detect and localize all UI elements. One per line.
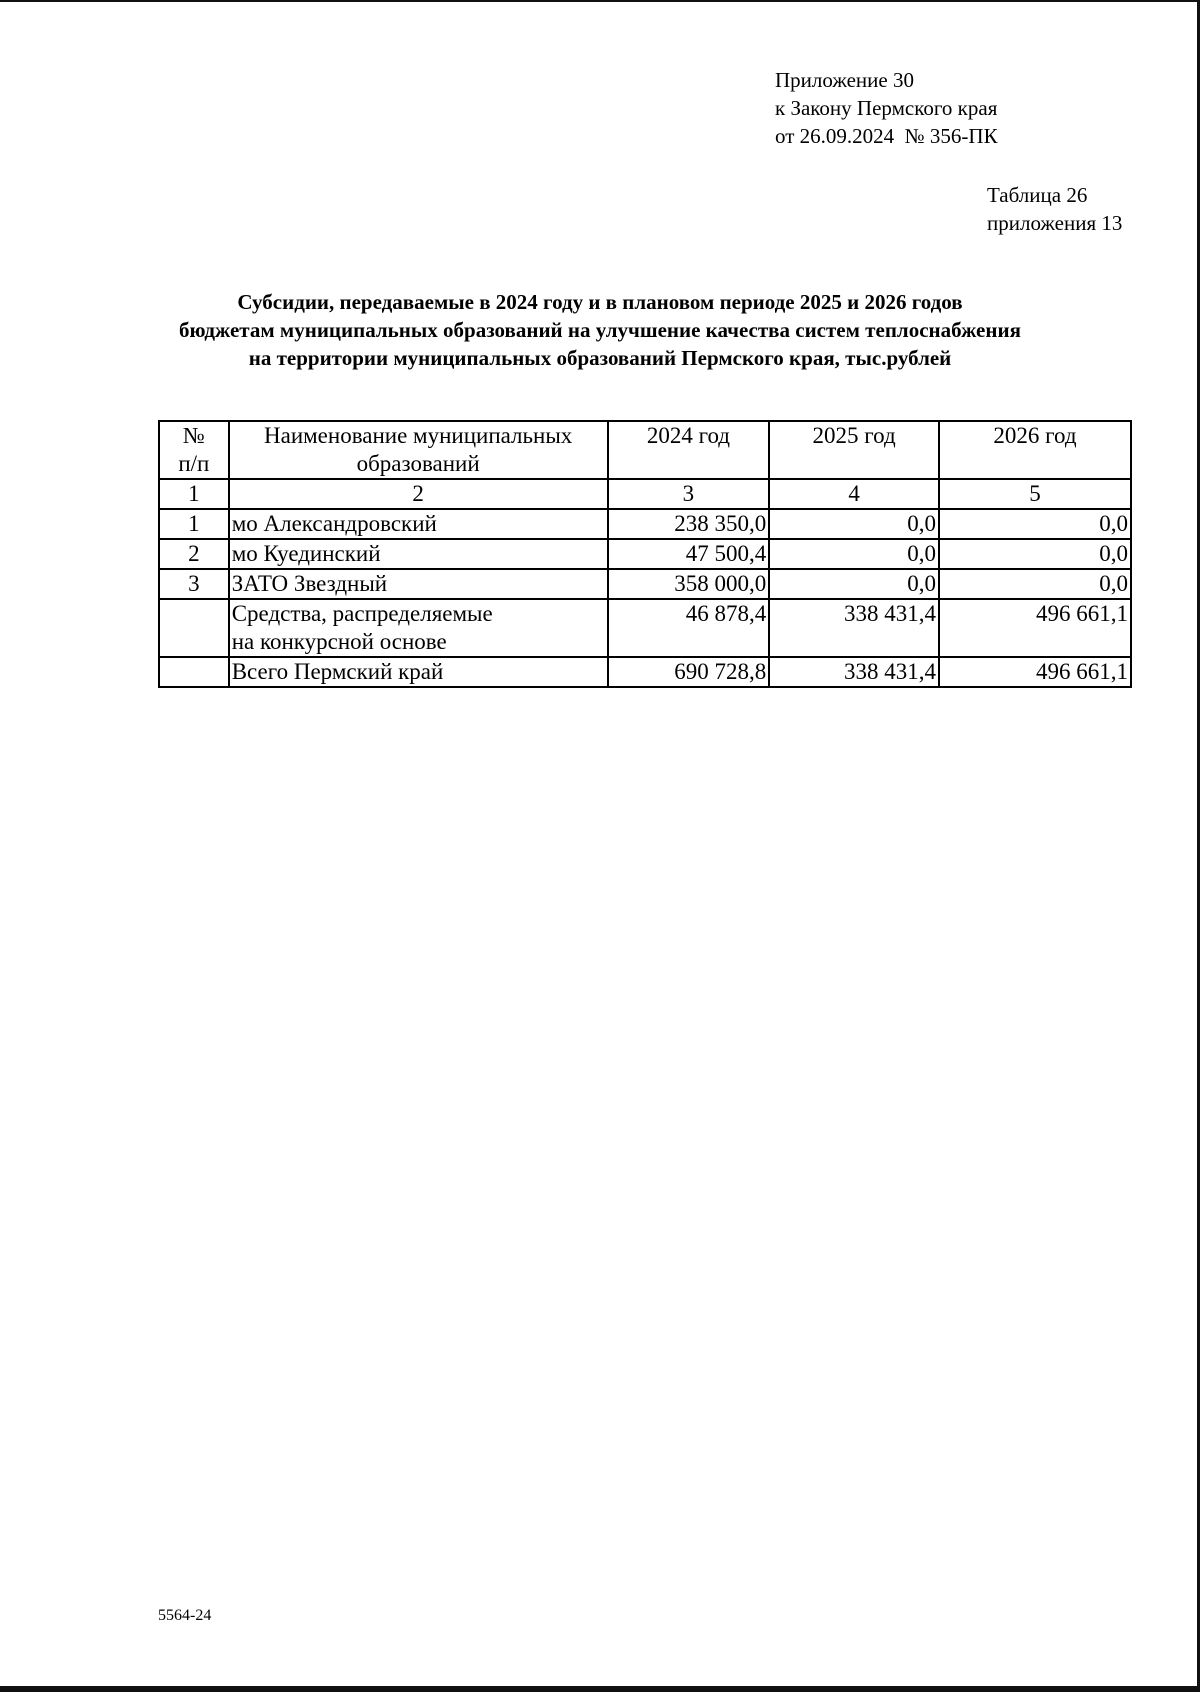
table-row <box>159 509 1131 539</box>
title-line-3: на территории муниципальных образований Пермского края, тыс.рублей <box>248 346 952 370</box>
column-number: 5 <box>939 479 1131 509</box>
header-2025: 2025 год <box>769 421 939 479</box>
table-row <box>159 569 1131 599</box>
column-number: 1 <box>159 479 229 509</box>
row-value-2025: 0,0 <box>769 569 939 599</box>
header-number-line-2: п/п <box>178 451 210 476</box>
header-2026: 2026 год <box>939 421 1131 479</box>
row-name-line-2: на конкурсной основе <box>231 629 447 654</box>
row-value-2024: 690 728,8 <box>608 657 770 687</box>
appendix-line-1: Приложение 30 <box>775 68 914 92</box>
table-row <box>159 539 1131 569</box>
row-name: мо Александровский <box>229 509 608 539</box>
row-value-2026: 496 661,1 <box>939 599 1131 657</box>
title-line-2: бюджетам муниципальных образований на улучшение качества систем теплоснабжения <box>179 318 1021 342</box>
header-number <box>159 421 229 479</box>
row-value-2026: 0,0 <box>939 509 1131 539</box>
row-value-2024: 46 878,4 <box>608 599 770 657</box>
title-line-1: Субсидии, передаваемые в 2024 году и в плановом периоде 2025 и 2026 годов <box>237 290 963 314</box>
row-number <box>159 657 229 687</box>
header-name <box>229 421 608 479</box>
table-reference <box>987 181 1122 237</box>
row-name <box>229 599 608 657</box>
table-header-row <box>159 421 1131 479</box>
header-name-line-2: образований <box>356 451 480 476</box>
row-value-2024: 358 000,0 <box>608 569 770 599</box>
column-number: 2 <box>229 479 608 509</box>
document-code: 5564-24 <box>158 1607 212 1624</box>
header-number-line-1: № <box>182 423 205 448</box>
row-name: ЗАТО Звездный <box>229 569 608 599</box>
row-number: 2 <box>159 539 229 569</box>
column-number: 4 <box>769 479 939 509</box>
header-name-line-1: Наименование муниципальных <box>264 423 573 448</box>
appendix-header <box>775 66 998 150</box>
row-value-2025: 0,0 <box>769 539 939 569</box>
table-row <box>159 599 1131 657</box>
row-name: Всего Пермский край <box>229 657 608 687</box>
appendix-line-2: к Закону Пермского края <box>775 96 998 120</box>
page-edge-bottom <box>0 1686 1200 1692</box>
row-value-2024: 47 500,4 <box>608 539 770 569</box>
row-value-2026: 0,0 <box>939 569 1131 599</box>
subsidy-table <box>158 420 1132 688</box>
row-value-2026: 0,0 <box>939 539 1131 569</box>
column-number-row <box>159 479 1131 509</box>
row-value-2025: 338 431,4 <box>769 657 939 687</box>
row-value-2026: 496 661,1 <box>939 657 1131 687</box>
row-value-2025: 338 431,4 <box>769 599 939 657</box>
table-ref-line-1: Таблица 26 <box>987 183 1088 207</box>
page-edge-top <box>0 0 1200 2</box>
row-value-2024: 238 350,0 <box>608 509 770 539</box>
row-name: мо Куединский <box>229 539 608 569</box>
row-value-2025: 0,0 <box>769 509 939 539</box>
table-ref-line-2: приложения 13 <box>987 211 1123 235</box>
row-number: 1 <box>159 509 229 539</box>
row-number <box>159 599 229 657</box>
column-number: 3 <box>608 479 770 509</box>
row-number: 3 <box>159 569 229 599</box>
appendix-line-3: от 26.09.2024 № 356-ПК <box>775 124 998 148</box>
header-2024: 2024 год <box>608 421 770 479</box>
table-total-row <box>159 657 1131 687</box>
row-name-line-1: Средства, распределяемые <box>231 601 493 626</box>
document-title <box>100 288 1100 372</box>
